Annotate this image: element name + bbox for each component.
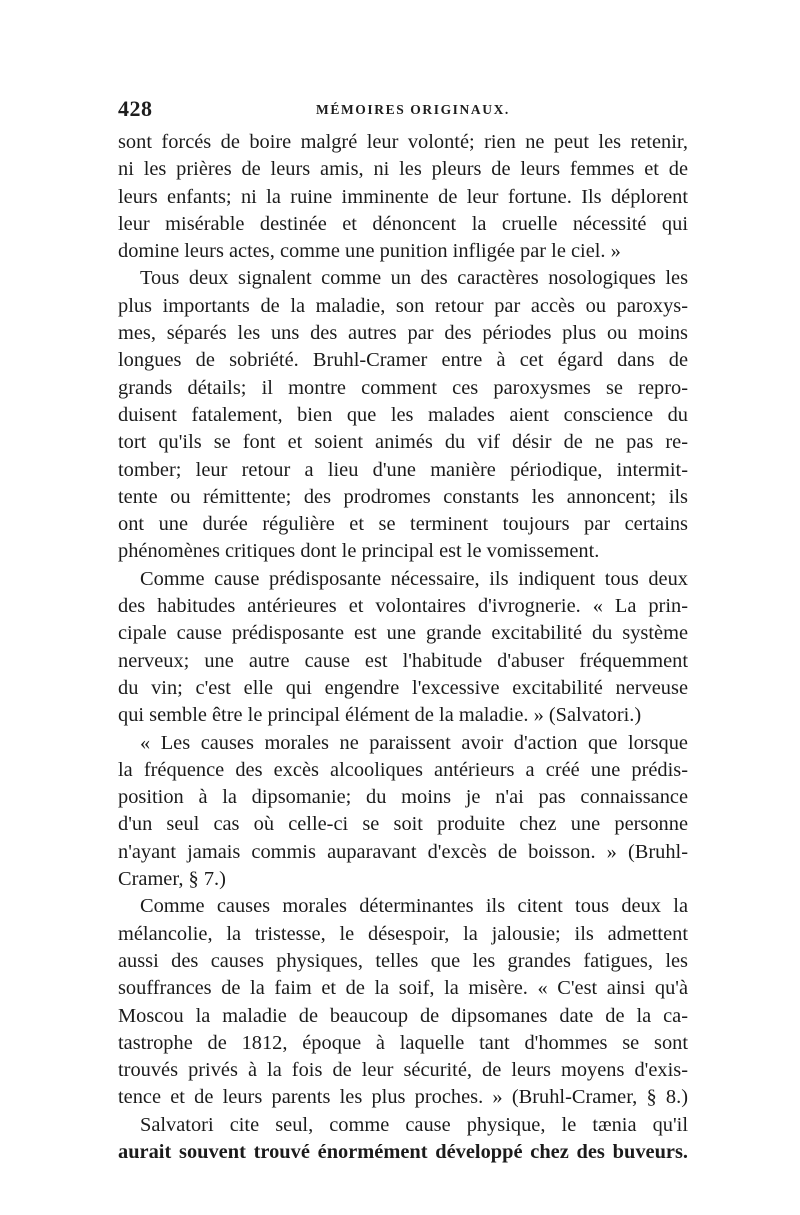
text-line: ont une durée régulière et se terminent toujours par certains xyxy=(118,513,688,536)
text-line: grands détails; il montre comment ces paroxysmes se repro- xyxy=(118,376,688,399)
text-line: aurait souvent trouvé énormément développé chez des buveurs. xyxy=(118,1140,688,1163)
text-line: ni les prières de leurs amis, ni les pleurs de leurs femmes et de xyxy=(118,158,688,181)
text-line: sont forcés de boire malgré leur volonté; rien ne peut les retenir, xyxy=(118,131,688,153)
text-line: « Les causes morales ne paraissent avoir d'action que lorsque xyxy=(140,731,688,754)
text-line: Cramer, § 7.) xyxy=(118,868,226,891)
page-number: 428 xyxy=(118,96,153,121)
text-line: tente ou rémittente; des prodromes constants les annoncent; ils xyxy=(118,485,688,508)
text-line: duisent fatalement, bien que les malades aient conscience du xyxy=(118,403,688,426)
text-line: Comme causes morales déterminantes ils citent tous deux la xyxy=(140,895,688,918)
text-line: souffrances de la faim et de la soif, la misère. « C'est ainsi qu'à xyxy=(118,977,688,1000)
text-line: trouvés privés à la fois de leur sécurité, de leurs moyens d'exis- xyxy=(118,1059,688,1082)
text-line: tence et de leurs parents les plus proches. » (Bruhl-Cramer, § 8.) xyxy=(118,1086,688,1109)
body-text xyxy=(118,129,688,1166)
text-line: leur misérable destinée et dénoncent la cruelle nécessité qui xyxy=(118,212,688,235)
text-line: cipale cause prédisposante est une grande excitabilité du système xyxy=(118,622,688,645)
text-line: longues de sobriété. Bruhl-Cramer entre à cet égard dans de xyxy=(118,349,688,372)
text-line: plus importants de la maladie, son retour par accès ou paroxys- xyxy=(118,294,688,317)
text-line: mes, séparés les uns des autres par des périodes plus ou moins xyxy=(118,322,688,345)
text-line: d'un seul cas où celle-ci se soit produite chez une personne xyxy=(118,813,688,836)
running-head xyxy=(118,96,688,124)
text-line: la fréquence des excès alcooliques antérieurs a créé une prédis- xyxy=(118,758,688,781)
text-line: n'ayant jamais commis auparavant d'excès de boisson. » (Bruhl- xyxy=(118,840,688,863)
text-line: nerveux; une autre cause est l'habitude d'abuser fréquemment xyxy=(118,649,688,672)
text-line: Salvatori cite seul, comme cause physique, le tænia qu'il xyxy=(140,1113,688,1136)
text-line: position à la dipsomanie; du moins je n'ai pas connaissance xyxy=(118,786,688,809)
text-line: des habitudes antérieures et volontaires d'ivrognerie. « La prin- xyxy=(118,595,688,618)
text-line: qui semble être le principal élément de la maladie. » (Salvatori.) xyxy=(118,704,642,727)
text-line: tastrophe de 1812, époque à laquelle tant d'hommes se sont xyxy=(118,1031,688,1054)
text-line: mélancolie, la tristesse, le désespoir, la jalousie; ils admettent xyxy=(118,922,688,945)
text-line: Comme cause prédisposante nécessaire, ils indiquent tous deux xyxy=(140,567,688,590)
text-line: aussi des causes physiques, telles que les grandes fatigues, les xyxy=(118,949,688,972)
text-line: tomber; leur retour a lieu d'une manière périodique, intermit- xyxy=(118,458,688,481)
text-line: Moscou la maladie de beaucoup de dipsomanes date de la ca- xyxy=(118,1004,688,1027)
text-line: leurs enfants; ni la ruine imminente de leur fortune. Ils déplorent xyxy=(118,185,688,208)
text-line: Tous deux signalent comme un des caractères nosologiques les xyxy=(140,267,688,290)
text-line: du vin; c'est elle qui engendre l'excessive excitabilité nerveuse xyxy=(118,676,688,699)
running-title: MÉMOIRES ORIGINAUX. xyxy=(316,102,510,117)
text-line: domine leurs actes, comme une punition infligée par le ciel. » xyxy=(118,240,621,263)
text-line: tort qu'ils se font et soient animés du vif désir de ne pas re- xyxy=(118,431,688,454)
text-line: phénomènes critiques dont le principal est le vomissement. xyxy=(118,540,600,563)
